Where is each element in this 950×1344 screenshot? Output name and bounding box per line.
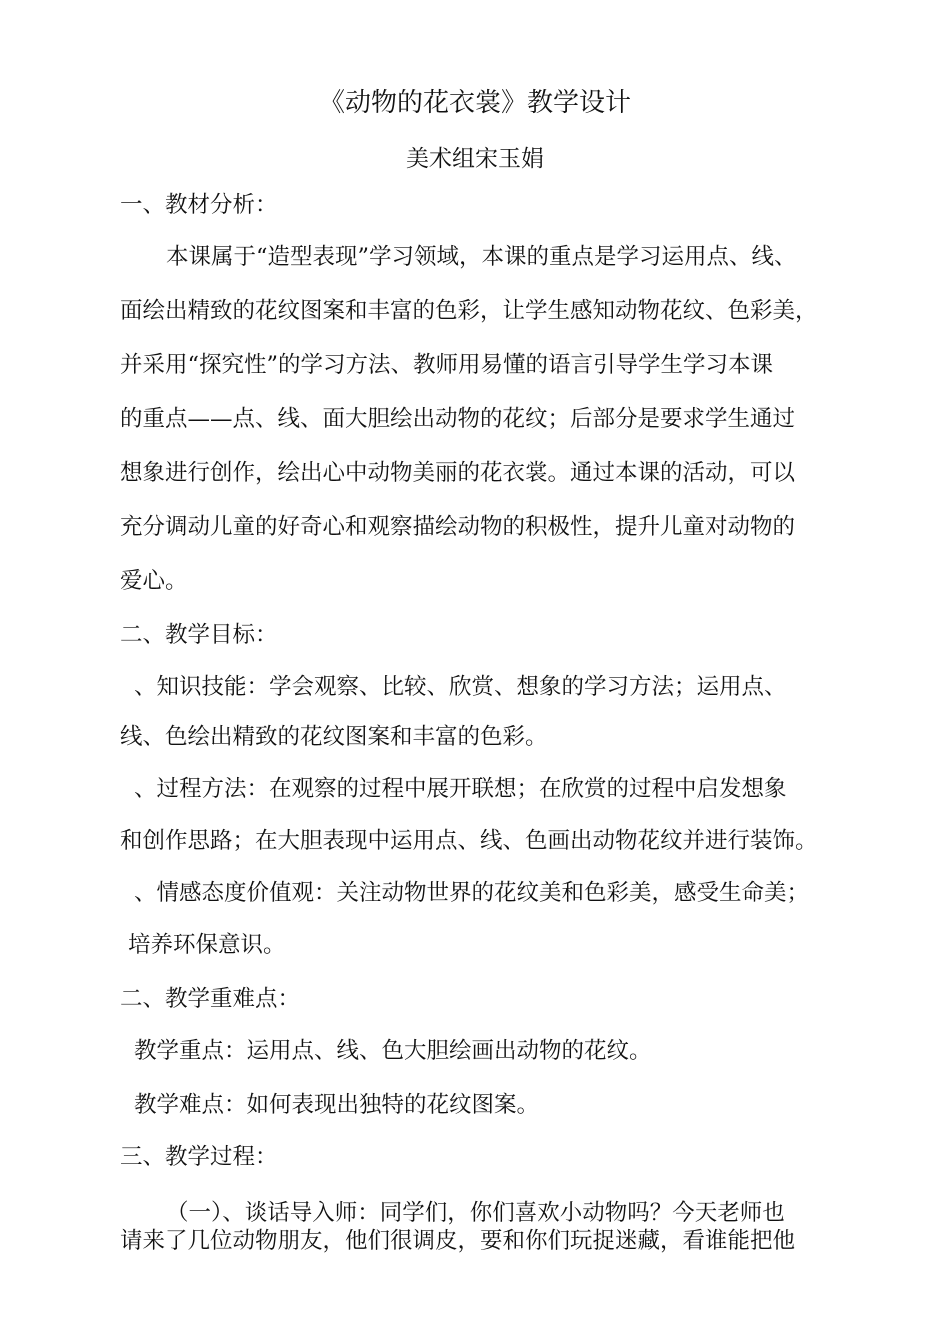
document-author: 美术组宋玉娟 [406,146,544,172]
paragraph-line: 、过程方法：在观察的过程中展开联想；在欣赏的过程中启发想象 [134,776,787,802]
paragraph-line: 充分调动儿童的好奇心和观察描绘动物的积极性，提升儿童对动物的 [120,514,796,540]
section-heading-key-points: 二、教学重难点： [120,986,301,1012]
paragraph-line: 教学重点：运用点、线、色大胆绘画出动物的花纹。 [134,1038,652,1064]
document-title: 《动物的花衣裳》教学设计 [318,88,631,118]
paragraph-line: 请来了几位动物朋友，他们很调皮，要和你们玩捉迷藏，看谁能把他 [120,1228,796,1254]
paragraph-line: 、知识技能：学会观察、比较、欣赏、想象的学习方法；运用点、 [134,674,787,700]
paragraph-line: 、情感态度价值观：关注动物世界的花纹美和色彩美，感受生命美； [134,880,810,906]
paragraph-line: 和创作思路；在大胆表现中运用点、线、色画出动物花纹并进行装饰。 [120,828,818,854]
section-heading-material-analysis: 一、教材分析： [120,192,278,218]
paragraph-line: 想象进行创作，绘出心中动物美丽的花衣裳。通过本课的活动，可以 [120,460,796,486]
paragraph-line: （一）、谈话导入师：同学们，你们喜欢小动物吗？今天老师也 [166,1200,785,1226]
paragraph-line: 线、色绘出精致的花纹图案和丰富的色彩。 [120,724,548,750]
section-heading-teaching-goals: 二、教学目标： [120,622,278,648]
paragraph-line: 的重点——点、线、面大胆绘出动物的花纹；后部分是要求学生通过 [120,406,796,432]
section-heading-teaching-process: 三、教学过程： [120,1144,278,1170]
paragraph-line: 并采用“探究性”的学习方法、教师用易懂的语言引导学生学习本课 [120,352,774,378]
paragraph-line: 教学难点：如何表现出独特的花纹图案。 [134,1092,540,1118]
paragraph-line: 本课属于“造型表现”学习领域，本课的重点是学习运用点、线、 [166,244,797,270]
paragraph-line: 爱心。 [120,568,188,594]
paragraph-line: 面绘出精致的花纹图案和丰富的色彩，让学生感知动物花纹、色彩美， [120,298,818,324]
paragraph-line: 培养环保意识。 [128,932,286,958]
